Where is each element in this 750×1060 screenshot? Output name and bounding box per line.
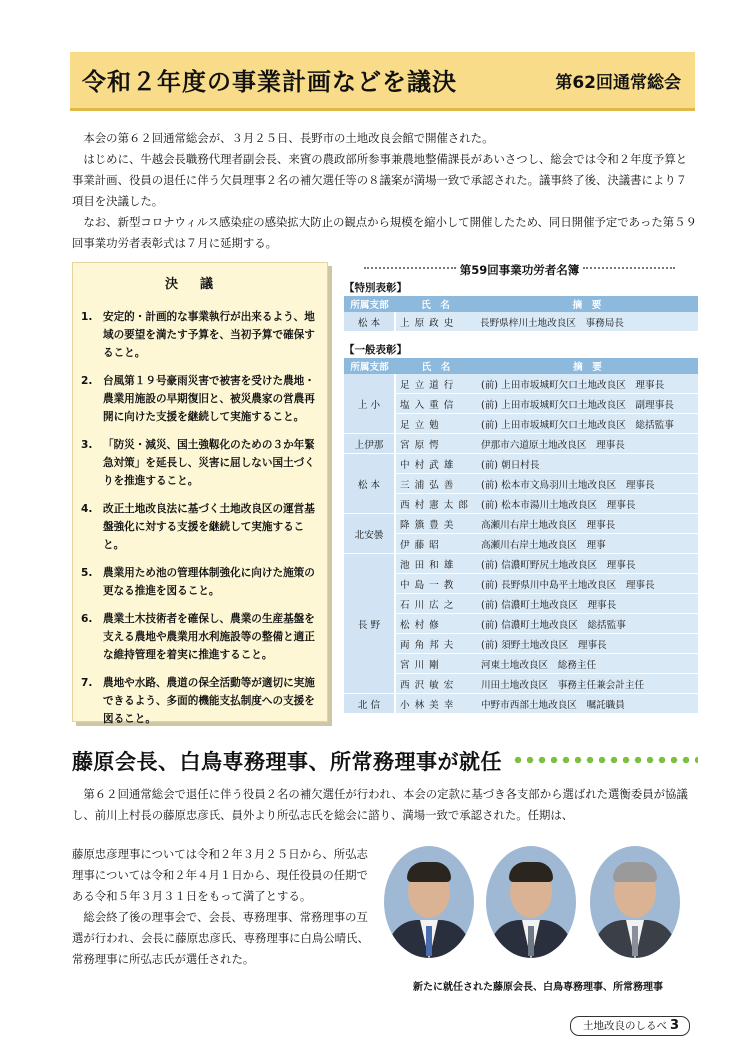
resolution-item xyxy=(81,436,317,490)
resolution-item xyxy=(81,372,317,426)
name-cell: 足立勉 xyxy=(395,414,477,434)
name-cell: 塩入重信 xyxy=(395,394,477,414)
resolution-item xyxy=(81,308,317,362)
header-name: 氏 名 xyxy=(395,358,477,374)
page-number: 3 xyxy=(669,1018,679,1033)
summary-cell: 中野市西部土地改良区 嘱託職員 xyxy=(477,694,698,714)
name-cell: 松村修 xyxy=(395,614,477,634)
table-row xyxy=(344,394,698,414)
table-row xyxy=(344,594,698,614)
page-footer xyxy=(570,1016,690,1036)
header-name: 氏 名 xyxy=(395,296,476,312)
name-cell: 西村憲太郎 xyxy=(395,494,477,514)
portrait-photo xyxy=(590,846,680,958)
wave-divider xyxy=(583,267,675,274)
special-award-table xyxy=(344,296,698,332)
table-row xyxy=(344,614,698,634)
name-cell: 宮原愕 xyxy=(395,434,477,454)
table-row xyxy=(344,634,698,654)
summary-cell: 高瀬川右岸土地改良区 理事 xyxy=(477,534,698,554)
table-row xyxy=(344,534,698,554)
item-number: 7. xyxy=(81,677,93,689)
summary-cell: (前) 松本市文鳥羽川土地改良区 理事長 xyxy=(477,474,698,494)
intro-text xyxy=(72,128,697,254)
branch-cell: 上伊那 xyxy=(344,434,395,454)
summary-cell: (前) 松本市湯川土地改良区 理事長 xyxy=(477,494,698,514)
summary-cell: 長野県梓川土地改良区 事務局長 xyxy=(476,312,698,332)
table-row xyxy=(344,454,698,474)
name-cell: 中島一教 xyxy=(395,574,477,594)
general-award-label: 【一般表彰】 xyxy=(344,344,407,356)
item-number: 4. xyxy=(81,503,93,515)
header-branch: 所属支部 xyxy=(344,358,395,374)
table-row xyxy=(344,674,698,694)
name-cell: 池田和雄 xyxy=(395,554,477,574)
summary-cell: (前) 長野県川中島平土地改良区 理事長 xyxy=(477,574,698,594)
resolution-item xyxy=(81,564,317,600)
portrait-photo xyxy=(486,846,576,958)
name-cell: 小林美幸 xyxy=(395,694,477,714)
appointment-paragraph: 第６２回通常総会で退任に伴う役員２名の補欠選任が行われ、本会の定款に基づき各支部から選ばれた選衡委員が協議し、前川上村長の藤原忠彦氏、員外より所弘志氏を総会に諮り、満場一致で承認された。任期は、 xyxy=(72,787,688,822)
branch-cell: 長 野 xyxy=(344,554,395,694)
name-cell: 降籏豊美 xyxy=(395,514,477,534)
summary-cell: 川田土地改良区 事務主任兼会計主任 xyxy=(477,674,698,694)
item-text: 台風第１９号豪雨災害で被害を受けた農地・農業用施設の早期復旧と、被災農家の営農再開に向けた支援を継続して実施すること。 xyxy=(103,375,315,423)
section-heading: 藤原会長、白鳥専務理事、所常務理事が就任 xyxy=(72,749,502,774)
election-paragraph: 総会終了後の理事会で、会長、専務理事、常務理事の互選が行われ、会長に藤原忠彦氏、専務理事に白鳥公晴氏、常務理事に所弘志氏が選任された。 xyxy=(72,910,369,966)
summary-cell: (前) 朝日村長 xyxy=(477,454,698,474)
name-cell: 石川広之 xyxy=(395,594,477,614)
page-title: 令和２年度の事業計画などを議決 xyxy=(82,67,457,96)
general-award-table xyxy=(344,358,698,714)
table-row xyxy=(344,514,698,534)
term-paragraph: 藤原忠彦理事については令和２年３月２５日から、所弘志理事については令和２年４月１日から、現任役員の任期である令和５年３月３１日をもって満了とする。 xyxy=(72,847,368,903)
item-text: 「防災・減災、国土強靱化のための３か年緊急対策」を延長し、災害に屈しない国土づくりを推進すること。 xyxy=(103,439,315,487)
name-cell: 足立道行 xyxy=(395,374,477,394)
summary-cell: 高瀬川右岸土地改良区 理事長 xyxy=(477,514,698,534)
summary-cell: (前) 上田市坂城町欠口土地改良区 副理事長 xyxy=(477,394,698,414)
table-header-row xyxy=(344,358,698,374)
item-text: 安定的・計画的な事業執行が出来るよう、地域の要望を満たす予算を、当初予算で確保すること。 xyxy=(103,311,315,359)
dotted-rule xyxy=(512,756,698,764)
item-text: 農業用ため池の管理体制強化に向けた施策の更なる推進を図ること。 xyxy=(103,567,315,597)
summary-cell: (前) 信濃町土地改良区 総括監事 xyxy=(477,614,698,634)
item-number: 6. xyxy=(81,613,93,625)
table-row xyxy=(344,574,698,594)
item-number: 2. xyxy=(81,375,93,387)
wave-divider xyxy=(364,267,456,274)
header-branch: 所属支部 xyxy=(344,296,395,312)
item-text: 農業土木技術者を確保し、農業の生産基盤を支える農地や農業用水利施設等の整備と適正な維持管理を着実に推進すること。 xyxy=(103,613,315,661)
table-row xyxy=(344,434,698,454)
publication-name: 土地改良のしるべ xyxy=(583,1020,667,1032)
table-row xyxy=(344,694,698,714)
intro-paragraph: 本会の第６２回通常総会が、３月２５日、長野市の土地改良会館で開催された。 xyxy=(83,131,494,145)
resolution-item xyxy=(81,500,317,554)
name-cell: 西沢敏宏 xyxy=(395,674,477,694)
header-summary: 摘 要 xyxy=(476,296,698,312)
branch-cell: 北 信 xyxy=(344,694,395,714)
summary-cell: (前) 信濃町土地改良区 理事長 xyxy=(477,594,698,614)
name-cell: 両角邦夫 xyxy=(395,634,477,654)
table-row xyxy=(344,414,698,434)
table-row xyxy=(344,654,698,674)
name-cell: 三浦弘善 xyxy=(395,474,477,494)
summary-cell: (前) 上田市坂城町欠口土地改良区 総括監事 xyxy=(477,414,698,434)
resolution-box xyxy=(72,262,328,725)
item-text: 改正土地改良法に基づく土地改良区の運営基盤強化に対する支援を継続して実施すること。 xyxy=(103,503,315,551)
name-cell: 宮川剛 xyxy=(395,654,477,674)
branch-cell: 松 本 xyxy=(344,454,395,514)
name-cell: 伊藤昭 xyxy=(395,534,477,554)
table-row xyxy=(344,494,698,514)
name-cell: 中村武雄 xyxy=(395,454,477,474)
summary-cell: (前) 信濃町野尻土地改良区 理事長 xyxy=(477,554,698,574)
item-text: 農地や水路、農道の保全活動等が適切に実施できるよう、多面的機能支払制度への支援を図ること。 xyxy=(103,677,315,725)
intro-paragraph: はじめに、牛越会長職務代理者副会長、来賓の農政部所参事兼農地整備課長があいさつし、総会では令和２年度予算と事業計画、役員の退任に伴う欠員理事２名の補欠選任等の８議案が満場一致で承認された。議事終了後、決議書により７項目を決議した。 xyxy=(72,152,688,208)
resolution-item xyxy=(81,674,317,728)
summary-cell: (前) 上田市坂城町欠口土地改良区 理事長 xyxy=(477,374,698,394)
meeting-name: 第62回通常総会 xyxy=(555,73,681,93)
branch-cell: 松 本 xyxy=(344,312,395,332)
resolution-title: 決議 xyxy=(164,277,235,292)
table-row xyxy=(344,312,698,332)
item-number: 5. xyxy=(81,567,93,579)
branch-cell: 北安曇 xyxy=(344,514,395,554)
header-band xyxy=(70,52,695,111)
award-list-title xyxy=(342,262,697,276)
special-award-label: 【特別表彰】 xyxy=(344,282,407,294)
photo-caption: 新たに就任された藤原会長、白鳥専務理事、所常務理事 xyxy=(413,982,663,993)
table-row xyxy=(344,374,698,394)
intro-paragraph: なお、新型コロナウィルス感染症の感染拡大防止の観点から規模を縮小して開催したため、同日開催予定であった第５９回事業功労者表彰式は７月に延期する。 xyxy=(72,215,697,250)
item-number: 3. xyxy=(81,439,93,451)
header-summary: 摘 要 xyxy=(477,358,698,374)
table-header-row xyxy=(344,296,698,312)
summary-cell: 伊那市六道原土地改良区 理事長 xyxy=(477,434,698,454)
table-row xyxy=(344,554,698,574)
appointment-text xyxy=(72,784,697,826)
summary-cell: (前) 須野土地改良区 理事長 xyxy=(477,634,698,654)
appointment-text-left xyxy=(72,844,372,970)
award-title-text: 第59回事業功労者名簿 xyxy=(459,263,580,277)
portrait-photo xyxy=(384,846,474,958)
branch-cell: 上 小 xyxy=(344,374,395,434)
resolution-list xyxy=(81,308,317,728)
resolution-item xyxy=(81,610,317,664)
table-row xyxy=(344,474,698,494)
item-number: 1. xyxy=(81,311,93,323)
name-cell: 上原政史 xyxy=(395,312,476,332)
summary-cell: 河東土地改良区 総務主任 xyxy=(477,654,698,674)
